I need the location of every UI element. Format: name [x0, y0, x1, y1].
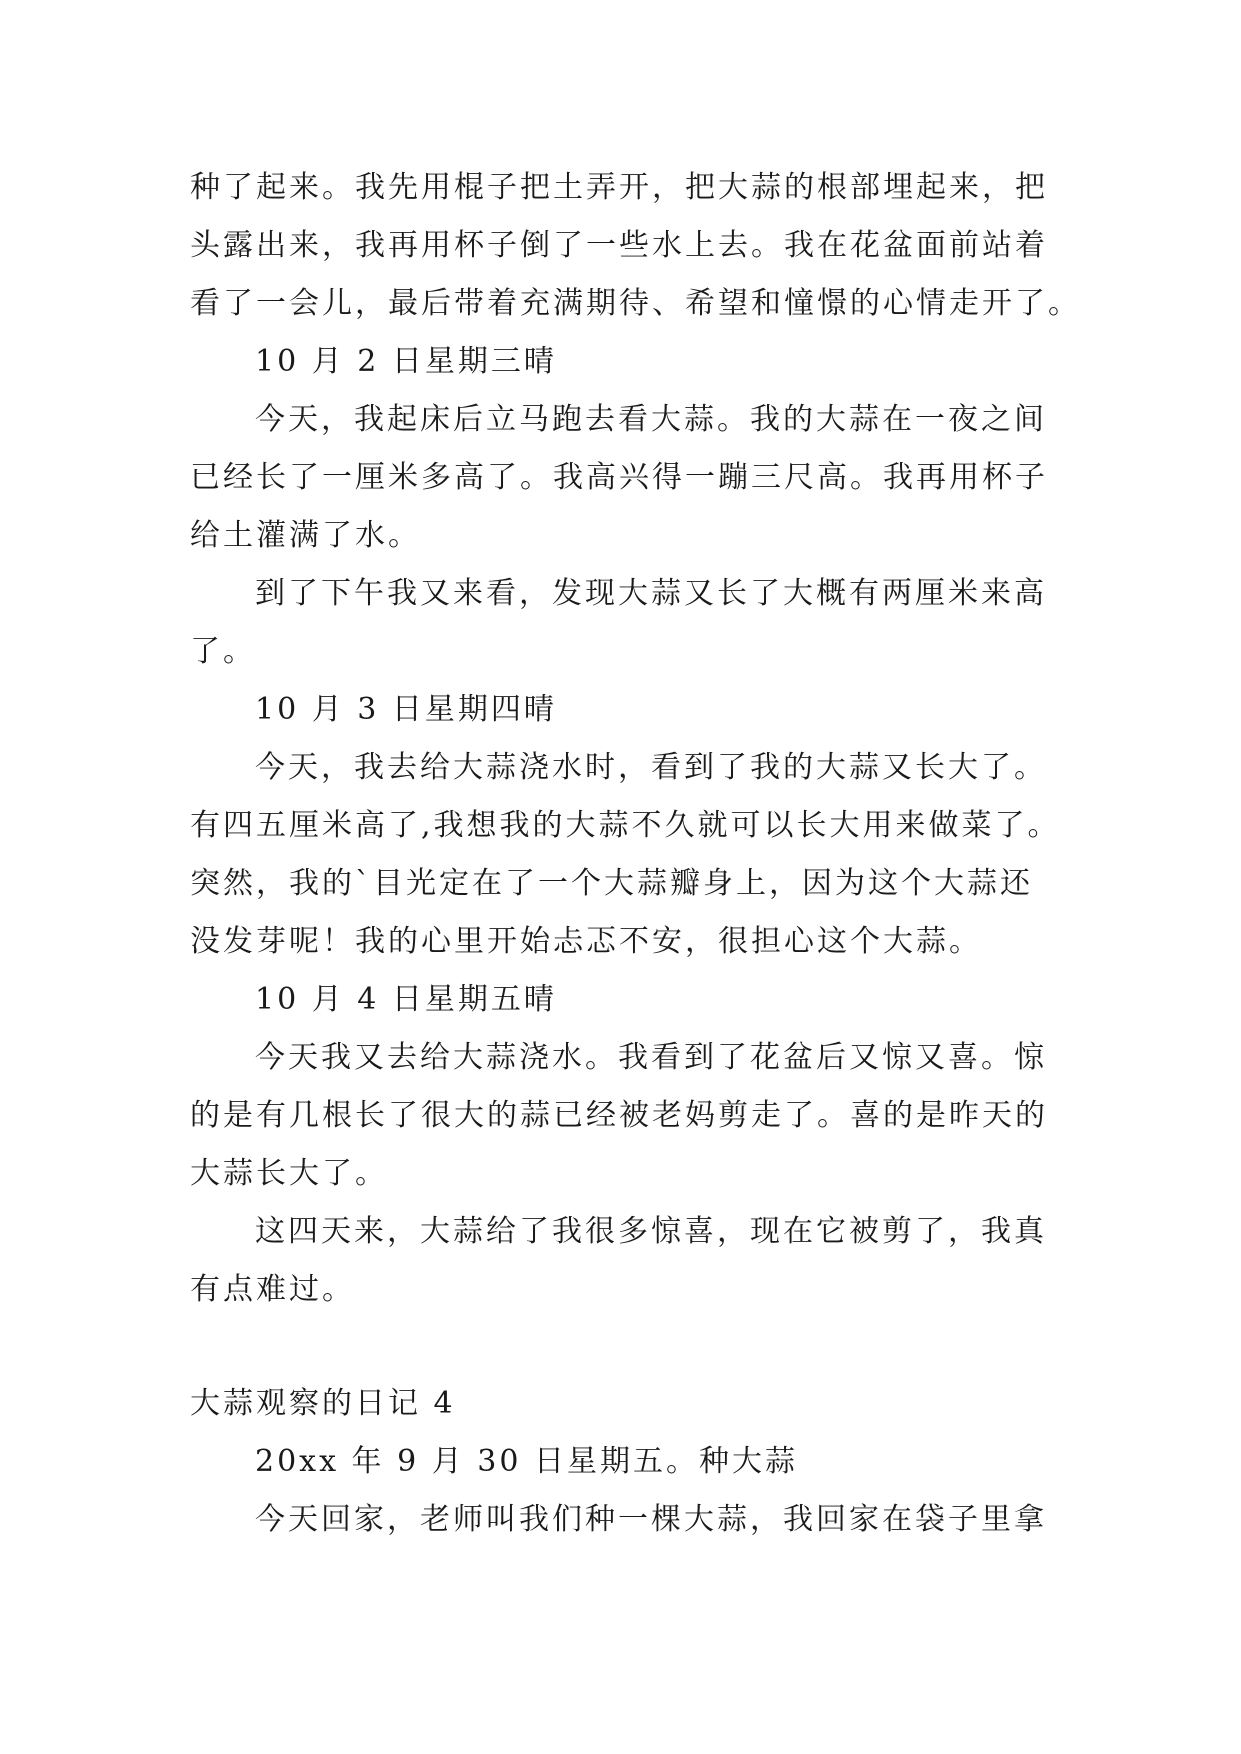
text-line: 种了起来。我先用棍子把土弄开，把大蒜的根部埋起来，把 — [190, 170, 1048, 205]
text-line: 这四天来，大蒜给了我很多惊喜，现在它被剪了，我真 — [255, 1214, 1047, 1249]
text-line: 今天回家，老师叫我们种一棵大蒜，我回家在袋子里拿 — [255, 1502, 1047, 1537]
text-line: 到了下午我又来看，发现大蒜又长了大概有两厘米来高 — [255, 576, 1047, 611]
diary-date-heading: 10 月 3 日星期四晴 — [255, 692, 557, 727]
text-line: 了。 — [190, 634, 256, 669]
text-line: 今天我又去给大蒜浇水。我看到了花盆后又惊又喜。惊 — [255, 1040, 1047, 1075]
text-line: 没发芽呢！我的心里开始忐忑不安，很担心这个大蒜。 — [190, 924, 982, 959]
diary-date-heading: 20xx 年 9 月 30 日星期五。种大蒜 — [255, 1444, 798, 1479]
text-line: 看了一会儿，最后带着充满期待、希望和憧憬的心情走开了。 — [190, 286, 1081, 321]
text-line: 头露出来，我再用杯子倒了一些水上去。我在花盆面前站着 — [190, 228, 1048, 263]
text-line: 的是有几根长了很大的蒜已经被老妈剪走了。喜的是昨天的 — [190, 1098, 1048, 1133]
text-line: 有点难过。 — [190, 1272, 355, 1307]
text-line: 大蒜长大了。 — [190, 1156, 388, 1191]
diary-date-heading: 10 月 4 日星期五晴 — [255, 982, 557, 1017]
text-line: 给土灌满了水。 — [190, 518, 421, 553]
text-line: 今天，我起床后立马跑去看大蒜。我的大蒜在一夜之间 — [255, 402, 1047, 437]
text-line: 突然，我的`目光定在了一个大蒜瓣身上，因为这个大蒜还 — [190, 866, 1033, 901]
text-line: 今天，我去给大蒜浇水时，看到了我的大蒜又长大了。 — [255, 750, 1047, 785]
section-title: 大蒜观察的日记 4 — [190, 1386, 456, 1421]
diary-date-heading: 10 月 2 日星期三晴 — [255, 344, 557, 379]
text-line: 已经长了一厘米多高了。我高兴得一蹦三尺高。我再用杯子 — [190, 460, 1048, 495]
text-line: 有四五厘米高了,我想我的大蒜不久就可以长大用来做菜了。 — [190, 808, 1061, 843]
